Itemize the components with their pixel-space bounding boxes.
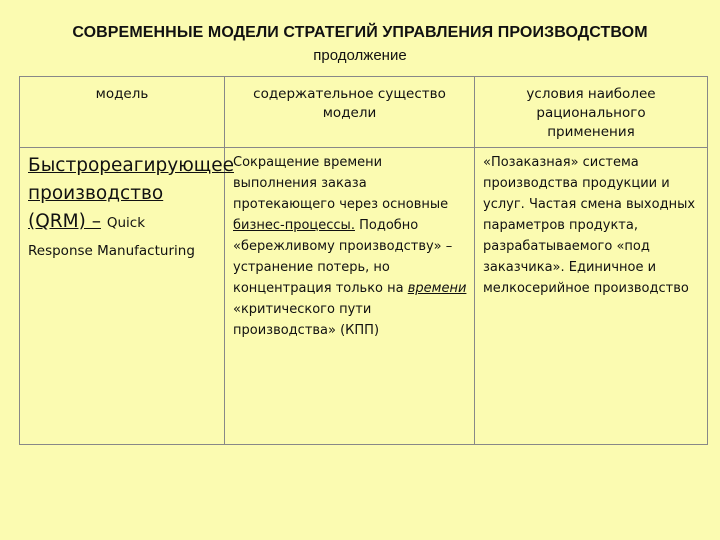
essence-link-business: бизнес-процессы. xyxy=(233,218,355,233)
essence-cell xyxy=(225,148,475,445)
model-cell xyxy=(20,148,234,445)
header-model-cell xyxy=(20,77,225,148)
essence-part-2: Подобно «бережливому производству» –устранение потерь, но концентрация только на xyxy=(233,218,453,296)
model-en-2: Response Manufacturing xyxy=(28,243,195,259)
essence-part-3: «критического пути производства» (КПП) xyxy=(233,302,380,338)
header-essence-cell xyxy=(225,77,475,148)
page-title: СОВРЕМЕННЫЕ МОДЕЛИ СТРАТЕГИЙ УПРАВЛЕНИЯ ПРОИЗВОДСТВОМ xyxy=(72,24,648,41)
model-en-1: Quick xyxy=(106,215,146,231)
essence-link-time: времени xyxy=(407,281,467,296)
header-conditions: условия наиболее рационального применения xyxy=(526,86,656,140)
conditions-cell xyxy=(475,148,708,445)
table-row xyxy=(20,148,708,445)
table-header-row xyxy=(20,77,708,148)
essence-text xyxy=(225,148,474,341)
header-essence: содержательное существо модели xyxy=(253,86,446,121)
strategy-table xyxy=(19,76,708,445)
essence-part-1: Сокращение времени выполнения заказа протекающего через основные xyxy=(233,155,449,212)
header-conditions-cell xyxy=(475,77,708,148)
model-abbr: (QRM) – xyxy=(28,211,101,232)
model-name: Быстрореагирующее производство xyxy=(28,155,234,204)
page-subtitle: продолжение xyxy=(313,47,407,64)
model-description xyxy=(20,148,234,264)
header-model: модель xyxy=(95,86,149,102)
conditions-text: «Позаказная» система производства продукции и услуг. Частая смена выходных параметров продукта, разрабатываемого «под заказчика». Единичное и мелкосерийное производство xyxy=(483,155,696,296)
